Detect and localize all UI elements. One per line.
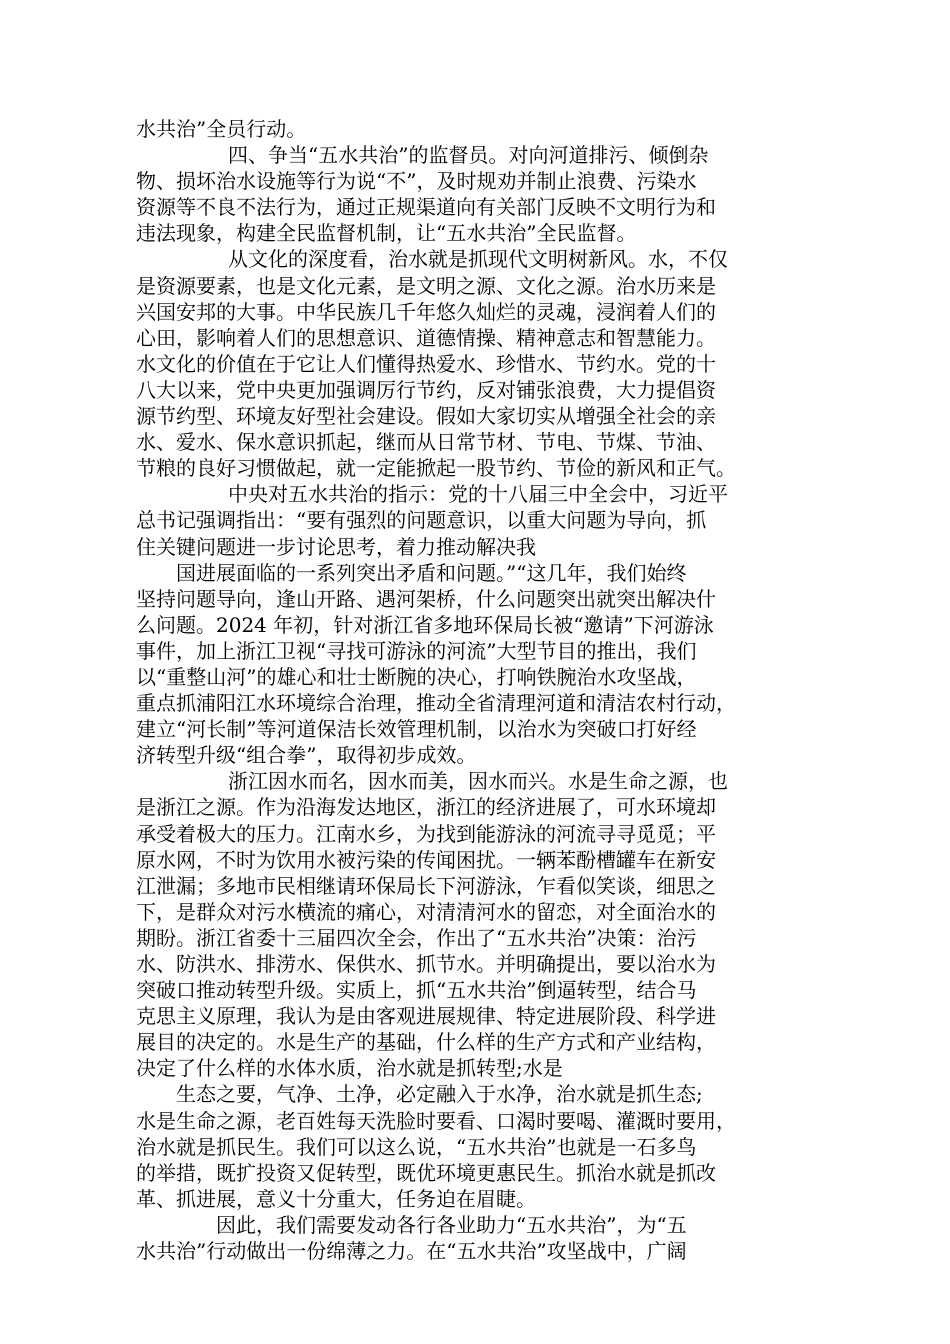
document-body xyxy=(136,116,822,1264)
text-line: 心田，影响着人们的思想意识、道德情操、精神意志和智慧能力。 xyxy=(136,325,716,350)
text-line: 展目的决定的。水是生产的基础，什么样的生产方式和产业结构， xyxy=(136,1030,716,1055)
paragraph xyxy=(136,1212,822,1264)
text-line: 从文化的深度看，治水就是抓现代文明树新风。水，不仅 xyxy=(228,247,728,272)
text-line: 水、防洪水、排涝水、保供水、抓节水。并明确提出，要以治水为 xyxy=(136,952,716,976)
text-line: 生态之要，气净、土净，必定融入于水净，治水就是抓生态; xyxy=(176,1082,703,1107)
paragraph xyxy=(136,560,822,769)
text-line: 浙江因水而名，因水而美，因水而兴。水是生命之源，也 xyxy=(228,769,728,794)
text-line: 决定了什么样的水体水质，治水就是抓转型;水是 xyxy=(136,1056,563,1081)
paragraph xyxy=(136,768,822,1081)
text-line: 因此，我们需要发动各行各业助力“五水共治”，为“五 xyxy=(216,1212,687,1237)
text-line: 事件，加上浙江卫视“寻找可游泳的河流”大型节目的推出，我们 xyxy=(136,638,697,663)
text-line: 是浙江之源。作为沿海发达地区，浙江的经济进展了，可水环境却 xyxy=(136,795,716,820)
text-line: 治水就是抓民生。我们可以这么说，“五水共治”也就是一石多鸟 xyxy=(136,1134,697,1159)
text-line: 坚持问题导向，逢山开路、遇河架桥，什么问题突出就突出解决什 xyxy=(136,586,716,611)
text-line: 物、损坏治水设施等行为说“不”，及时规劝并制止浪费、污染水 xyxy=(136,169,697,194)
text-line: 源节约型、环境友好型社会建设。假如大家切实从增强全社会的亲 xyxy=(136,404,716,429)
text-line: 违法现象，构建全民监督机制，让“五水共治”全民监督。 xyxy=(136,221,637,246)
text-line: 总书记强调指出：“要有强烈的问题意识，以重大问题为导向，抓 xyxy=(136,508,707,533)
text-line: 突破口推动转型升级。实质上，抓“五水共治”倒逼转型，结合马 xyxy=(136,978,697,1003)
text-line: 克思主义原理，我认为是由客观进展规律、特定进展阶段、科学进 xyxy=(136,1004,716,1029)
text-line: 水共治”行动做出一份绵薄之力。在“五水共治”攻坚战中，广阔 xyxy=(136,1239,687,1264)
text-line: 承受着极大的压力。江南水乡，为找到能游泳的河流寻寻觅觅；平 xyxy=(136,821,716,846)
text-line: 水文化的价值在于它让人们懂得热爱水、珍惜水、节约水。党的十 xyxy=(136,351,716,376)
paragraph xyxy=(136,1081,822,1211)
text-line: 么问题。2024 年初，针对浙江省多地环保局长被“邀请”下河游泳 xyxy=(136,612,714,637)
paragraph xyxy=(136,116,822,142)
text-line: 以“重整山河”的雄心和壮士断腕的决心，打响铁腕治水攻坚战， xyxy=(136,664,697,689)
text-line: 革、抓进展，意义十分重大，任务迫在眉睫。 xyxy=(136,1186,536,1211)
text-line: 节粮的良好习惯做起，就一定能掀起一股节约、节俭的新风和正气。 xyxy=(136,456,736,481)
paragraph xyxy=(136,246,822,481)
text-line: 住关键问题进一步讨论思考，着力推动解决我 xyxy=(136,534,536,559)
text-line: 江泄漏；多地市民相继请环保局长下河游泳，乍看似笑谈，细思之 xyxy=(136,873,716,898)
text-line: 济转型升级“组合拳”，取得初步成效。 xyxy=(136,743,477,768)
text-line: 下，是群众对污水横流的痛心，对清清河水的留恋，对全面治水的 xyxy=(136,899,716,924)
text-line: 资源等不良不法行为，通过正规渠道向有关部门反映不文明行为和 xyxy=(136,195,716,220)
text-line: 是资源要素，也是文化元素，是文明之源、文化之源。治水历来是 xyxy=(136,273,716,298)
text-line: 原水网，不时为饮用水被污染的传闻困扰。一辆苯酚槽罐车在新安 xyxy=(136,847,716,872)
text-line: 水是生命之源，老百姓每天洗脸时要看、口渴时要喝、灌溉时要用， xyxy=(136,1108,736,1133)
text-line: 建立“河长制”等河道保洁长效管理机制，以治水为突破口打好经 xyxy=(136,717,697,742)
text-line: 国进展面临的一系列突出矛盾和问题。”“这几年，我们始终 xyxy=(176,560,687,585)
text-line: 四、争当“五水共治”的监督员。对向河道排污、倾倒杂 xyxy=(228,143,709,168)
text-line: 的举措，既扩投资又促转型，既优环境更惠民生。抓治水就是抓改 xyxy=(136,1160,716,1185)
text-line: 兴国安邦的大事。中华民族几千年悠久灿烂的灵魂，浸润着人们的 xyxy=(136,299,716,324)
text-line: 重点抓浦阳江水环境综合治理，推动全省清理河道和清洁农村行动， xyxy=(136,691,736,716)
paragraph xyxy=(136,142,822,246)
paragraph xyxy=(136,481,822,559)
text-line: 八大以来，党中央更加强调厉行节约，反对铺张浪费，大力提倡资 xyxy=(136,377,716,402)
text-line: 期盼。浙江省委十三届四次全会，作出了“五水共治”决策：治污 xyxy=(136,925,697,950)
text-line: 水共治”全员行动。 xyxy=(136,117,307,141)
text-line: 中央对五水共治的指示：党的十八届三中全会中，习近平 xyxy=(228,482,728,507)
text-line: 水、爱水、保水意识抓起，继而从日常节材、节电、节煤、节油、 xyxy=(136,430,716,455)
